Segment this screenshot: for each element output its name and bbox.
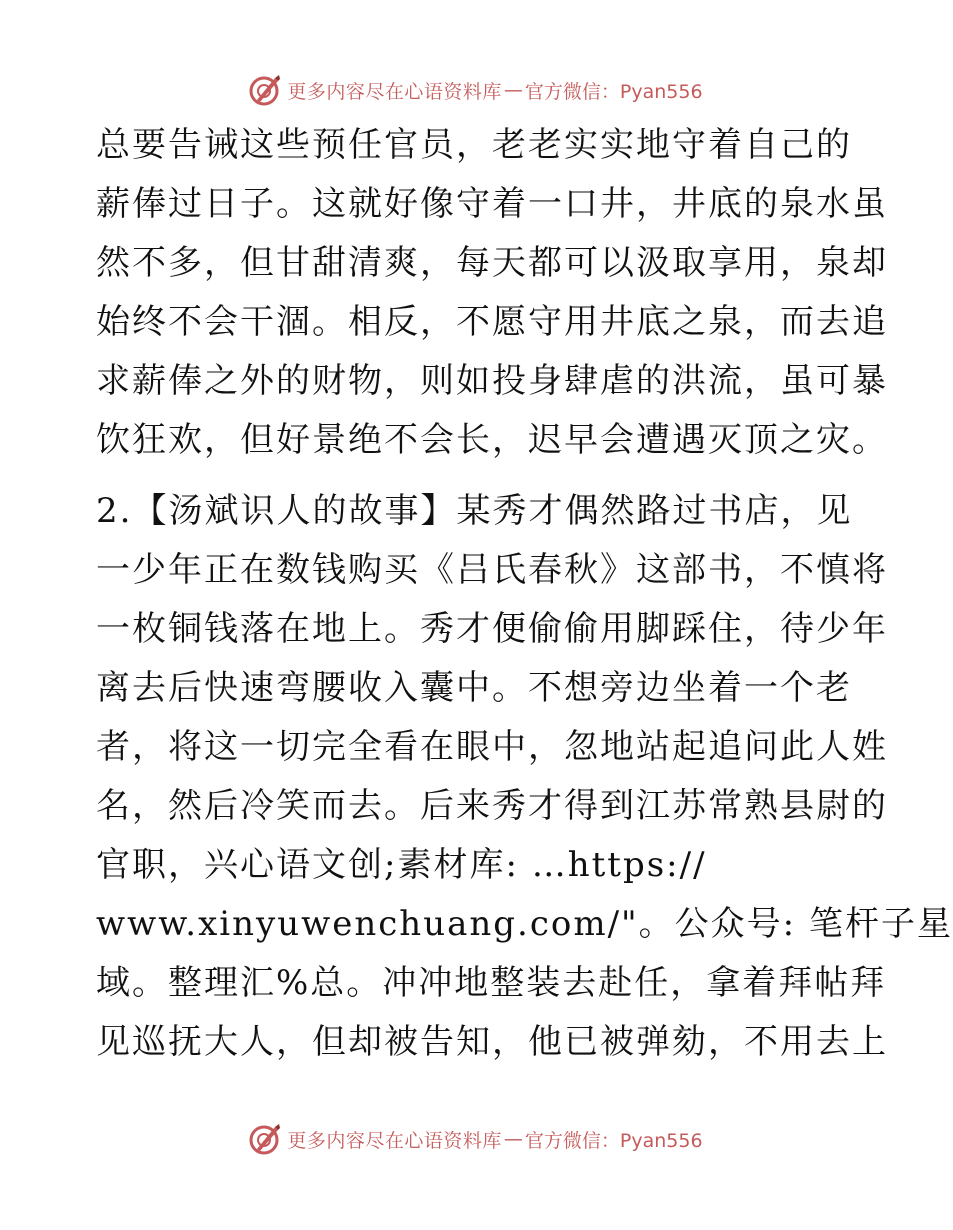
text-line: 见巡抚大人，但却被告知，他已被弹劾，不用去上 (96, 1022, 888, 1062)
text-line: 始终不会干涸。相反，不愿守用井底之泉，而去追 (96, 302, 888, 342)
watermark-wechat: 官方微信：Pyan556 (524, 1129, 703, 1152)
footer-watermark (0, 1117, 950, 1161)
pen-circle-logo-icon (247, 73, 281, 107)
text-line: 薪俸过日子。这就好像守着一口井，井底的泉水虽 (96, 184, 888, 224)
text-line: 一枚铜钱落在地上。秀才便偷偷用脚踩住，待少年 (96, 609, 888, 649)
header-watermark (0, 68, 950, 112)
text-line: 一少年正在数钱购买《吕氏春秋》这部书，不慎将 (96, 550, 888, 590)
watermark-separator: — (503, 79, 523, 101)
paragraph-2 (96, 482, 953, 1072)
watermark-text: 更多内容尽在心语资料库 (287, 80, 502, 103)
text-line: 求薪俸之外的财物，则如投身肆虐的洪流，虽可暴 (96, 361, 888, 401)
text-line: 名，然后冷笑而去。后来秀才得到江苏常熟县尉的 (96, 786, 888, 826)
paragraph-gap (96, 470, 866, 482)
text-line: 总要告诫这些预任官员，老老实实地守着自己的 (96, 125, 852, 165)
text-line: 离去后快速弯腰收入囊中。不想旁边坐着一个老 (96, 668, 852, 708)
text-line: 饮狂欢，但好景绝不会长，迟早会遭遇灭顶之灾。 (96, 420, 888, 460)
text-line: www.xinyuwenchuang.com/"。公众号: 笔杆子星 (96, 904, 953, 944)
watermark-wechat: 官方微信：Pyan556 (524, 80, 703, 103)
watermark-separator: — (503, 1128, 523, 1150)
text-line: 官职，兴心语文创;素材库: …https:// (96, 845, 707, 885)
document-body (96, 116, 953, 1072)
text-line: 然不多，但甘甜清爽，每天都可以汲取享用，泉却 (96, 243, 888, 283)
paragraph-1 (96, 116, 888, 470)
watermark-text: 更多内容尽在心语资料库 (287, 1129, 502, 1152)
text-line: 域。整理汇%总。冲冲地整装去赴任，拿着拜帖拜 (96, 963, 887, 1003)
pen-circle-logo-icon (247, 1122, 281, 1156)
text-line: 2.【汤斌识人的故事】某秀才偶然路过书店，见 (96, 491, 853, 531)
text-line: 者，将这一切完全看在眼中，忽地站起追问此人姓 (96, 727, 888, 767)
